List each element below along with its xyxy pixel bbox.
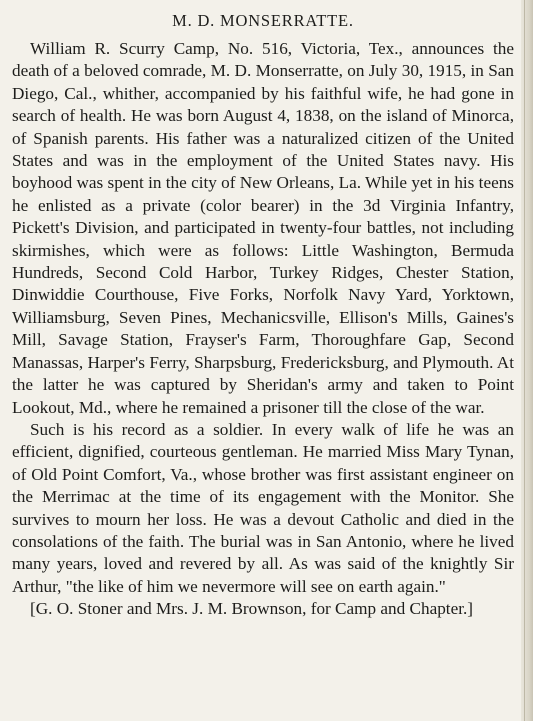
obituary-article xyxy=(12,10,514,621)
article-credit: [G. O. Stoner and Mrs. J. M. Brownson, for Camp and Chapter.] xyxy=(30,599,474,619)
article-title: M. D. MONSERRATTE. xyxy=(172,11,354,30)
page-binding-edge xyxy=(521,0,533,721)
article-paragraph-2: Such is his record as a soldier. In every walk of life he was an efficient, dignified, courteous gentleman. He married Miss Mary Tynan, of Old Point Comfort, Va., whose brother was first assistant engineer on the Merrimac at the time of its engagement with the Monitor. She survives to mourn her loss. He was a devout Catholic and died in the consolations of the faith. The burial was in San Antonio, where he lived many years, loved and revered by all. As was said of the knightly Sir Arthur, "the like of him we nevermore will see on earth again." xyxy=(12,419,514,596)
article-paragraph-1: William R. Scurry Camp, No. 516, Victoria, Tex., announces the death of a beloved comrade, M. D. Monserratte, on July 30, 1915, in San Diego, Cal., whither, accompanied by his faithful wife, he had gone in search of health. He was born August 4, 1838, on the island of Minorca, of Spanish parents. His father was a naturalized citizen of the United States and was in the employment of the United States navy. His boyhood was spent in the city of New Orleans, La. While yet in his teens he enlisted as a private (color bearer) in the 3d Virginia Infantry, Pickett's Division, and participated in twenty-four battles, not including skirmishes, which were as follows: Little Washington, Bermuda Hundreds, Second Cold Harbor, Turkey Ridges, Chester Station, Dinwiddie Courthouse, Five Forks, Norfolk Navy Yard, Yorktown, Williamsburg, Seven Pines, Mechanicsville, Ellison's Mills, Gaines's Mill, Savage Station, Frayser's Farm, Thoroughfare Gap, Second Manassas, Harper's Ferry, Sharpsburg, Fredericksburg, and Plymouth. At the latter he was captured by Sheridan's army and taken to Point Lookout, Md., where he remained a prisoner till the close of the war. xyxy=(12,39,514,417)
